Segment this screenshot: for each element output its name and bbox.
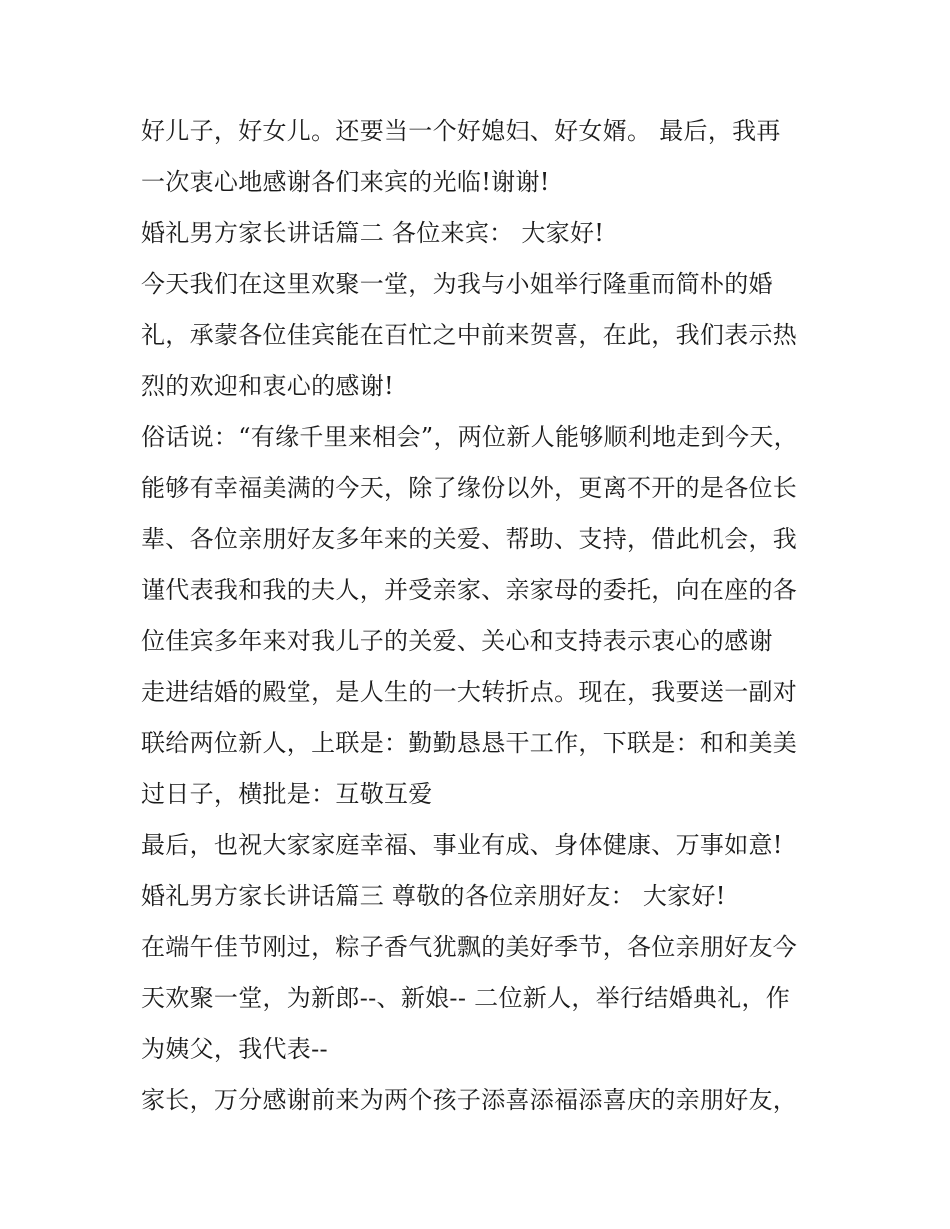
text-line: 辈、各位亲朋好友多年来的关爱、帮助、支持，借此机会，我 [141,525,798,553]
text-line: 今天我们在这里欢聚一堂，为我与小姐举行隆重而简朴的婚 [141,270,773,298]
text-line: 烈的欢迎和衷心的感谢! [141,372,394,400]
text-line: 最后，也祝大家家庭幸福、事业有成、身体健康、万事如意! [141,831,783,859]
text-line: 家长，万分感谢前来为两个孩子添喜添福添喜庆的亲朋好友， [141,1086,798,1114]
text-line: 谨代表我和我的夫人，并受亲家、亲家母的委托，向在座的各 [141,576,798,604]
text-line: 天欢聚一堂，为新郎--、新娘-- 二位新人，举行结婚典礼，作 [141,984,791,1012]
text-line: 能够有幸福美满的今天，除了缘份以外，更离不开的是各位长 [141,474,798,502]
text-line: 礼，承蒙各位佳宾能在百忙之中前来贺喜，在此，我们表示热 [141,321,798,349]
text-line: 为姨父，我代表-- [141,1035,328,1063]
text-line: 位佳宾多年来对我儿子的关爱、关心和支持表示衷心的感谢 [141,627,773,655]
text-line: 好儿子，好女儿。还要当一个好媳妇、好女婿。 最后，我再 [141,117,781,145]
text-line: 过日子，横批是：互敬互爱 [141,780,433,808]
text-line: 俗话说：“有缘千里来相会”，两位新人能够顺利地走到今天， [141,423,798,451]
text-line: 在端午佳节刚过，粽子香气犹飘的美好季节，各位亲朋好友今 [141,933,798,961]
text-line: 一次衷心地感谢各们来宾的光临!谢谢! [141,168,550,196]
document-body [141,106,821,1126]
text-line: 联给两位新人，上联是：勤勤恳恳干工作，下联是：和和美美 [141,729,798,757]
section-heading-line: 婚礼男方家长讲话篇二 各位来宾： 大家好! [141,219,605,247]
section-heading-line: 婚礼男方家长讲话篇三 尊敬的各位亲朋好友： 大家好! [141,882,726,910]
text-line: 走进结婚的殿堂，是人生的一大转折点。现在，我要送一副对 [141,678,798,706]
